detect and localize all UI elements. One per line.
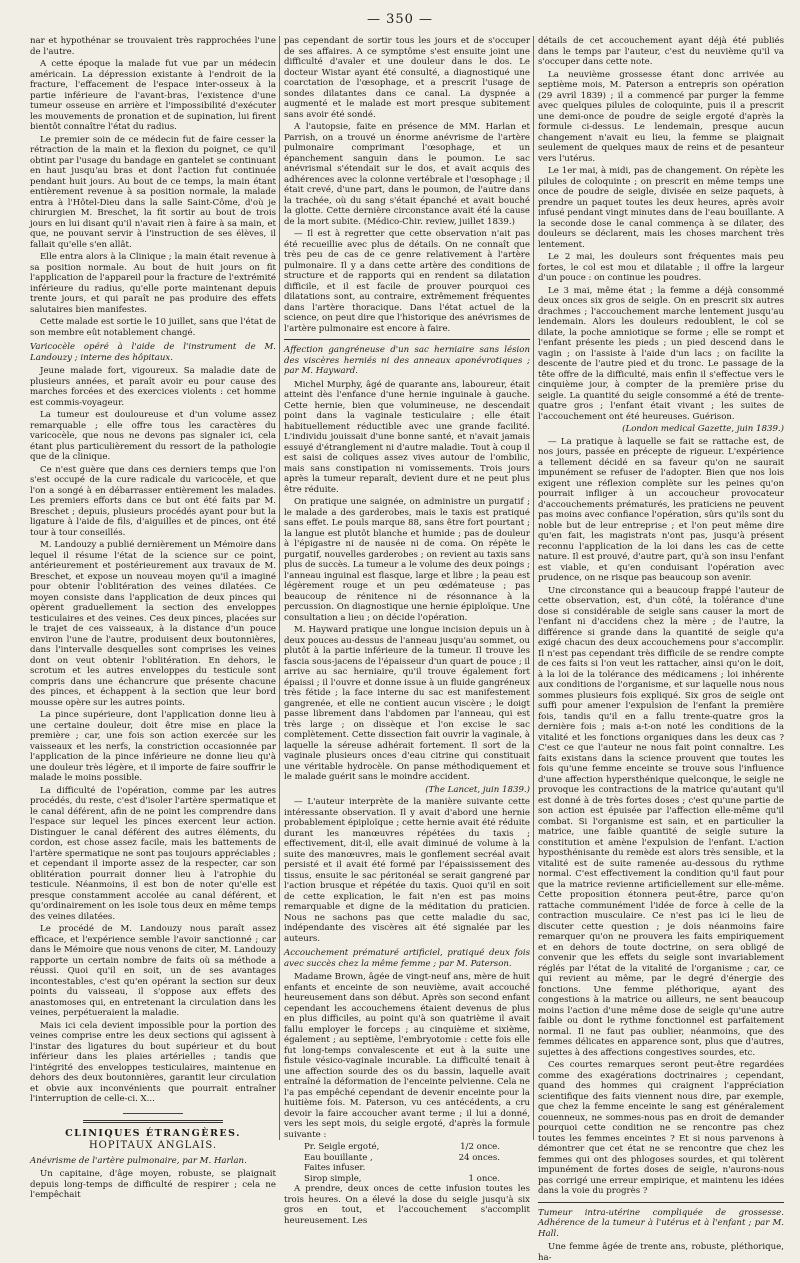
- paragraph: pas cependant de sortir tous les jours et de s'occuper de ses affaires. A ce symptôme s'est ensuite joint une difficulté d'avaler et une douleur dans le dos. Le docteur Wistar ayant été consulté, a diagnostiqué une coarctation de l'œsophage, et a prescrit l'usage de sondes dilatantes dans ce canal. La dyspnée a augmenté et le malade est mort presque subitement sans avoir été sondé.: [284, 36, 530, 120]
- prescription-item: Pr. Seigle ergoté,: [304, 1142, 380, 1152]
- section-title: CLINIQUES ÉTRANGÈRES.: [65, 1127, 241, 1139]
- paragraph: M. Hayward pratique une longue incision depuis un à deux pouces au-dessus de l'anneau jusqu'au sommet, ou plutôt à la partie inférieure de la tumeur. Il trouve les fascia sous-jacens de l'épaisseur d'un quart de pouce ; il arrive au sac herniaire, qu'il trouve également fort épaissi ; il l'ouvre et donne issue à un fluide gangréneux très fétide ; la face interne du sac est manifestement gangrenée, et elle ne contient aucun viscère ; le doigt passe librement dans l'abdomen par l'anneau, qui est très large ; on dissèque et l'on excise le sac complètement. Cette dissection fait ouvrir la vaginale, à laquelle la séreuse adhérait fortement. Il sort de la vaginale plusieurs onces d'eau citrine qui constituait une véritable hydrocèle. On panse méthodiquement et le malade guérit sans le moindre accident.: [284, 625, 530, 782]
- prescription-line: [284, 1153, 530, 1164]
- paragraph: Ces courtes remarques seront peut-être regardées comme des exagérations doctrinaires ; cependant, quand des hommes qui craignent l'appréciation scientifique des faits viennent nous dire, par exemple, que chez la femme enceinte le sang est généralement couenneux, ne sommes-nous pas en droit de demander pourquoi cette condition ne se rencontre pas chez toutes les femmes enceintes ? Et si nous parvenons à démontrer que cet état ne se rencontre que chez les femmes qui ont des phlogoses sourdes, et qui tolèrent impunément de fortes doses de seigle, n'aurons-nous pas corrigé une erreur empirique, et maintenu les idées dans la voie du progrès ?: [538, 1060, 784, 1196]
- paragraph: On pratique une saignée, on administre un purgatif ; le malade a des garderobes, mais le taxis est pratiqué sans effet. Le pouls marque 88, sans être fort pourtant ; la langue est plutôt blanche et humide ; pas de douleur à l'épigastre ni de nausée ni de coma. On répète le purgatif, nouvelles garderobes ; on revient au taxis sans plus de succès. La tumeur a le volume des deux poings ; l'anneau inguinal est flasque, large et libre ; la peau est légèrement rouge et un peu œdémateuse ; pas beaucoup de rénitence ni de résonnance à la percussion. On diagnostique une hernie épiploïque. Une consultation a lieu ; on décide l'opération.: [284, 497, 530, 623]
- prescription-line: [284, 1174, 530, 1185]
- paragraph: La difficulté de l'opération, comme par les autres procédés, du reste, c'est d'isoler l'artère spermatique et le canal déférent, afin de ne point les comprendre dans l'espace sur lequel les pinces exercent leur action. Distinguer le canal déférent des autres éléments, du cordon, est chose assez facile, mais les battements de l'artère spermatique ne sont pas toujours appréciables ; et cependant il importe assez de la respecter, car son oblitération pourrait donner lieu à l'atrophie du testicule. Néanmoins, il est bon de noter qu'elle est presque constamment accolée au canal déférent, et qu'ordinairement on les isole tous deux en même temps des veines dilatées.: [30, 785, 276, 922]
- prescription-line: [284, 1163, 530, 1174]
- paragraph: La pince supérieure, dont l'application donne lieu à une certaine douleur, doit être mise en place la première ; car, une fois son action exercée sur les vaisseaux et les nerfs, la constriction occasionnée par l'application de la pince inférieure ne donne lieu qu'à une douleur très légère, et il importe de faire souffrir le malade le moins possible.: [30, 710, 276, 783]
- paragraph: Madame Brown, âgée de vingt-neuf ans, mère de huit enfants et enceinte de son neuvième, avait accouché heureusement dans son début. Après son second enfant cependant les accouchemens étaient devenus de plus en plus difficiles, au point qu'à son quatrième il avait fallu employer le forceps ; au cinquième et sixième, également ; au septième, l'embryotomie : cette fois elle fut long-temps convalescente et eut à la suite une fistule vésico-vaginale incurable. La difficulté tenait à une affection sourde des os du bassin, laquelle avait entraîné la déformation de l'enceinte pelvienne. Cela ne l'a pas empêché cependant de devenir enceinte pour la huitième fois. M. Paterson, vu ces antécédents, a cru devoir la faire accoucher avant terme ; il lui a donné, vers les sept mois, du seigle ergoté, d'après la formule suivante :: [284, 972, 530, 1140]
- paragraph: Michel Murphy, âgé de quarante ans, laboureur, était atteint dès l'enfance d'une hernie inguinale à gauche. Cette hernie, bien que volumineuse, ne descendait point dans la vaginale testiculaire ; elle était habituellement réductible avec une grande facilité. L'individu jouissait d'une bonne santé, et n'avait jamais essuyé d'étranglement ni d'autre maladie. Tout à coup il est saisi de coliques assez vives autour de l'ombilic, mais sans constipation ni vomissements. Trois jours après la tumeur reparaît, devient dure et ne peut plus être réduite.: [284, 379, 530, 495]
- paragraph: La tumeur est douloureuse et d'un volume assez remarquable ; elle offre tous les caractères du varicocèle, que nous ne devons pas signaler ici, cela étant plus particulièrement du ressort de la pathologie que de la clinique.: [30, 410, 276, 462]
- prescription-item: Faites infuser.: [304, 1163, 366, 1173]
- paragraph: La neuvième grossesse étant donc arrivée au septième mois, M. Paterson a entrepris son opération (29 avril 1839) ; il a commencé par purger la femme avec quelques pilules de coloquinte, puis il a prescrit une demi-once de poudre de seigle ergoté d'après la formule ci-dessus. Le lendemain, presque aucun changement n'avait eu lieu, la femme se plaignait seulement de quelques maux de reins et de pesanteur vers l'utérus.: [538, 69, 784, 164]
- prescription-quantity: 1/2 once.: [460, 1142, 500, 1152]
- paragraph: Mais ici cela devient impossible pour la portion des veines comprise entre les deux sections qui agissent à l'instar des ligatures du bout supérieur et du bout inférieur dans les plaies artérielles ; tandis que l'intégrité des enveloppes testiculaires, maintenue en dehors des deux boutonnières, garantit leur circulation et obvie aux inconvénients que pourrait entraîner l'interruption de celle-ci. X...: [30, 1020, 276, 1104]
- section-divider: [538, 1202, 784, 1203]
- section-subtitle: HOPITAUX ANGLAIS.: [88, 1140, 218, 1151]
- section-divider: [123, 1113, 183, 1114]
- prescription-item: Sirop simple,: [304, 1173, 362, 1184]
- article-heading: Varicocèle opéré à l'aide de l'instrument de M. Landouzy ; interne des hôpitaux.: [30, 342, 276, 363]
- article-heading: Affection gangréneuse d'un sac herniaire sans lésion des viscères herniés ni des anneaux aponévrotiques ; par M. Hayward.: [284, 345, 530, 376]
- prescription-item: Eau bouillante ,: [304, 1152, 373, 1163]
- paragraph: A l'autopsie, faite en présence de MM. Harlan et Parrish, on a trouvé un énorme anévrisme de l'artère pulmonaire comprimant l'œsophage, et un épanchement sanguin dans le poumon. Le sac anévrismal s'étendait sur le dos, et avait acquis des adhérences avec la colonne vertébrale et l'œsophage ; il était crevé, d'une part, dans le poumon, de l'autre dans la trachée, où du sang s'était épanché et avait bouché la glotte. Cette dernière circonstance avait été la cause de la mort subite. (Médico-Chir. review, juillet 1839.): [284, 122, 530, 227]
- source-citation: (London medical Gazette, juin 1839.): [622, 424, 784, 434]
- paragraph: Le procédé de M. Landouzy nous paraît assez efficace, et l'expérience semble l'avoir sanctionné ; car dans le Mémoire que nous venons de citer, M. Landouzy rapporte un certain nombre de faits où sa méthode a réussi. Quoi qu'il en soit, un de ses avantages incontestables, c'est qu'en opérant la section sur deux points du vaisseau, il s'oppose aux effets des anastomoses qui, en entretenant la circulation dans les veines, perpétueraient la maladie.: [30, 924, 276, 1018]
- paragraph: — La pratique à laquelle se fait se rattache est, de nos jours, passée en précepte de rigueur. L'expérience a tellement décidé en sa faveur qu'on ne saurait impunément se refuser de l'adopter. Bien que nos lois exigent une réflexion complète sur les peines qu'on pourrait infliger à un accoucheur provocateur d'accouchements prématurés, les praticiens ne peuvent pas moins avec confiance l'opération, sûrs qu'ils sont du noble but de leur entreprise ; et l'on peut même dire qu'en fait, les magistrats n'ont pas, jusqu'à présent reconnu l'application de la loi dans les cas de cette nature. Il est prouvé, d'autre part, qu'à son insu l'enfant est viable, et qu'en conduisant l'opération avec prudence, on ne risque pas beaucoup son avenir.: [538, 436, 784, 583]
- paragraph: Ce n'est guère que dans ces derniers temps que l'on s'est occupé de la cure radicale du varicocèle, et que l'on a songé à en débarrasser entièrement les malades. Les premiers efforts dans ce but ont été faits par M. Breschet ; depuis, plusieurs procédés ayant pour but la ligature à l'aide de fils, d'aiguilles et de pinces, ont été tour à tour conseillés.: [30, 464, 276, 538]
- paragraph: A cette époque la malade fut vue par un médecin américain. La dépression existante à l'endroit de la fracture, l'effacement de l'espace inter-osseux à la partie inférieure de l'avant-bras, l'existence d'une tumeur osseuse en arrière et l'impossibilité d'exécuter les mouvements de pronation et de supination, lui firent bientôt connaître l'état du radius.: [30, 59, 276, 132]
- paragraph: Le 2 mai, les douleurs sont fréquentes mais peu fortes, le col est mou et dilatable ; il offre la largeur d'un pouce : on continue les poudres.: [538, 252, 784, 283]
- paragraph: Une femme âgée de trente ans, robuste, pléthorique, ha-: [538, 1242, 784, 1263]
- paragraph: A prendre, deux onces de cette infusion toutes les trois heures. On a élevé la dose du seigle jusqu'à six gros en tout, et l'accouchement s'accomplit heureusement. Les: [284, 1184, 530, 1226]
- page-number: — 350 —: [366, 12, 434, 27]
- column-left: [30, 36, 276, 1200]
- article-heading: Anévrisme de l'artère pulmonaire, par M. Harlan.: [30, 1155, 247, 1166]
- section-divider: [284, 339, 530, 340]
- article-heading: Accouchement prématuré artificiel, pratiqué deux fois avec succès chez la même femme ; par M. Paterson.: [284, 948, 530, 969]
- column-middle: [284, 36, 530, 1226]
- paragraph: — L'auteur interprète de la manière suivante cette intéressante observation. Il y avait d'abord une hernie probablement épiploïque ; cette hernie avait été réduite durant les manœuvres répétées du taxis ; effectivement, dit-il, elle avait diminué de volume à la suite des manœuvres, mais le gonflement secréal avait persisté et il avait été formé par l'épaississement des tissus, ensuite le sac péritonéal se serait gangrené par l'action brusque et répétée du taxis. Quoi qu'il en soit de cette explication, le fait n'en est pas moins remarquable et digne de la méditation du praticien. Nous ne sachons pas que cette maladie du sac, indépendante des viscères ait été signalée par les auteurs.: [284, 797, 530, 944]
- article-heading: Tumeur intra-utérine compliquée de grossesse. Adhérence de la tumeur à l'utérus et à l'enfant ; par M. Hall.: [538, 1207, 784, 1239]
- column-right: [538, 36, 784, 1263]
- paragraph: Un capitaine, d'âge moyen, robuste, se plaignait depuis long-temps de difficulté de respirer ; cela ne l'empêchait: [30, 1169, 276, 1200]
- paragraph: — Il est à regretter que cette observation n'ait pas été recueillie avec plus de détails. On ne connaît que très peu de cas de ce genre relativement à l'artère pulmonaire. Il y a dans cette artère des conditions de structure et de rapports qui en rendent sa dilatation difficile, et il est facile de prouver pourquoi ces dilatations sont, au contraire, extrêmement fréquentes dans l'artère thoracique. Dans l'état actuel de la science, on peut dire que l'historique des anévrismes de l'artère pulmonaire est encore à faire.: [284, 229, 530, 334]
- column-divider: [533, 36, 534, 1140]
- prescription-quantity: 24 onces.: [458, 1152, 500, 1163]
- paragraph: détails de cet accouchement ayant déjà été publiés dans le temps par l'auteur, c'est du neuvième qu'il va s'occuper dans cette note.: [538, 36, 784, 67]
- prescription-line: [284, 1142, 530, 1153]
- paragraph: Cette malade est sortie le 10 juillet, sans que l'état de son membre eût notablement changé.: [30, 317, 276, 338]
- paragraph: Le 1er mai, à midi, pas de changement. On répète les pilules de coloquinte ; on prescrit en même temps une once de poudre de seigle, divisée en seize paquets, à prendre un paquet toutes les deux heures, après avoir infusé pendant vingt minutes dans de l'eau bouillante. A la seconde dose le canal commença à se dilater, des douleurs se déclarent, mais les choses marchent très lentement.: [538, 166, 784, 250]
- source-citation: (The Lancet, juin 1839.): [425, 784, 530, 795]
- paragraph: Une circonstance qui a beaucoup frappé l'auteur de cette observation, est, d'un côté, la tolérance d'une dose si considérable de seigle sans causer la mort de l'enfant ni d'accidens chez la mère ; de l'autre, la différence si grande dans la quantité de seigle qu'a exigé chacun des deux accouchemens pour s'accomplir. Il n'est pas cependant très difficile de se rendre compte de ces faits si l'on veut les rattacher, ainsi qu'on le doit, à la loi de la tolérance des médicamens ; loi inhérente aux conditions de l'organisme, et sur laquelle nous nous sommes plusieurs fois expliqué. Six gros de seigle ont suffi pour amener l'expulsion de l'enfant la première fois, tandis qu'il en a fallu trente-quatre gros la dernière fois ; mais a-t-on noté les conditions de la vitalité et les fonctions organiques dans les deux cas ? C'est ce que l'auteur ne nous fait point connaître. Les faits existans dans la science prouvent que toutes les fois qu'une femme enceinte se trouve sous l'influence d'une affection hypersthénique quelconque, le seigle ne provoque les contractions de la matrice qu'autant qu'il est donné à de très fortes doses ; c'est qu'une partie de son action est épuisée par l'affection elle-même qu'il combat. Si l'organisme est sain, et en particulier la matrice, une faible quantité de seigle suture la constitution et amène l'expulsion de l'enfant. L'action hyposthénisante du remède est alors très sensible, et la vitalité est de suite ramenée au-dessous du rythme normal. C'est effectivement la condition qu'il faut pour que la matrice revienne artificiellement sur elle-même. Cette proposition étonnera peut-être, parce qu'on rattache communément l'idée de force à celle de la contraction musculaire. Ce n'est pas ici le lieu de discuter cette question ; je dois néanmoins faire remarquer qu'on ne prouvera les faits empiriquement et en dehors de toute doctrine, on sera obligé de convenir que les effets du seigle sont invariablement réglés par l'état de la vitalité de l'organisme ; car, ce qui revient au même, par le degré d'énergie des fonctions. Une femme pléthorique, ayant des congestions à la matrice ou ailleurs, ne sent beaucoup moins l'action d'une même dose de seigle qu'une autre faible ou dont le rythme fonctionnel est parfaitement normal. Il ne faut pas oublier, néanmoins, que des femmes délicates en apparence sont, plus que d'autres, sujettes à des affections congestives sourdes, etc.: [538, 585, 784, 1058]
- prescription: [284, 1142, 530, 1184]
- paragraph: Le 3 mai, même état ; la femme a déjà consommé deux onces six gros de seigle. On en prescrit six autres drachmes ; l'accouchement marche lentement jusqu'au lendemain. Alors les douleurs redoublent, le col se dilate, la poche amniotique se forme ; elle se rompt et l'enfant présente les pieds ; un pied descend dans le vagin ; on l'assiste à l'aide d'un lacs ; on facilite la descente de l'autre pied et du tronc. Le passage de la tête offre de la difficulté, mais enfin il s'effectue vers le cinquième jour, à compter de la première prise du seigle. La quantité du seigle consommé a été de trente-quatre gros ; l'enfant était vivant ; les suites de l'accouchement ont été heureuses. Guérison.: [538, 285, 784, 422]
- paragraph: nar et hypothénar se trouvaient très rapprochées l'une de l'autre.: [30, 36, 276, 57]
- paragraph: Elle entra alors à la Clinique ; la main était revenue à sa position normale. Au bout de huit jours on fit l'application de l'appareil pour la fracture de l'extrémité inférieure du radius, qu'elle porte maintenant depuis trente jours, et qui paraît ne pas produire des effets salutaires bien manifestes.: [30, 252, 276, 315]
- paragraph: Le premier soin de ce médecin fut de faire cesser la rétraction de la main et la flexion du poignet, ce qu'il obtint par l'usage du bandage en gantelet se continuant en haut jusqu'au bras et dont l'action fut continuée pendant huit jours. Au bout de ce temps, la main étant entièrement revenue à sa position normale, la malade entra à l'Hôtel-Dieu dans la salle Saint-Côme, d'où je chirurgien M. Breschet, la fit sortir au bout de trois jours en lui disant qu'il n'avait rien à faire à sa main, et que, ne pouvant servir à l'instruction de ses élèves, il fallait qu'elle s'en allât.: [30, 134, 276, 250]
- paragraph: M. Landouzy a publié dernièrement un Mémoire dans lequel il résume l'état de la science sur ce point, antérieurement et postérieurement aux travaux de M. Breschet, et expose un nouveau moyen qu'il a imaginé pour obtenir l'oblitération des veines dilatées. Ce moyen consiste dans l'application de deux pinces qui opèrent graduellement la section des enveloppes testiculaires et des veines. Ces deux pinces, placées sur le trajet de ces vaisseaux, à la distance d'un pouce environ l'une de l'autre, produisent deux boutonnières, dans l'intervalle desquelles sont comprises les veines dont on veut obtenir l'oblitération. En dehors, le scrotum et les autres enveloppes du testicule sont compris dans une échancrure que présente chacune des pinces, et échappent à la section que leur bord mousse opère sur les autres points.: [30, 540, 276, 708]
- column-divider: [279, 36, 280, 1140]
- paragraph: Jeune malade fort, vigoureux. Sa maladie date de plusieurs années, et paraît avoir eu pour cause des marches forcées et des exercices violents : cet homme est commis-voyageur.: [30, 366, 276, 408]
- section-divider: [83, 1120, 223, 1123]
- prescription-quantity: 1 once.: [468, 1173, 500, 1184]
